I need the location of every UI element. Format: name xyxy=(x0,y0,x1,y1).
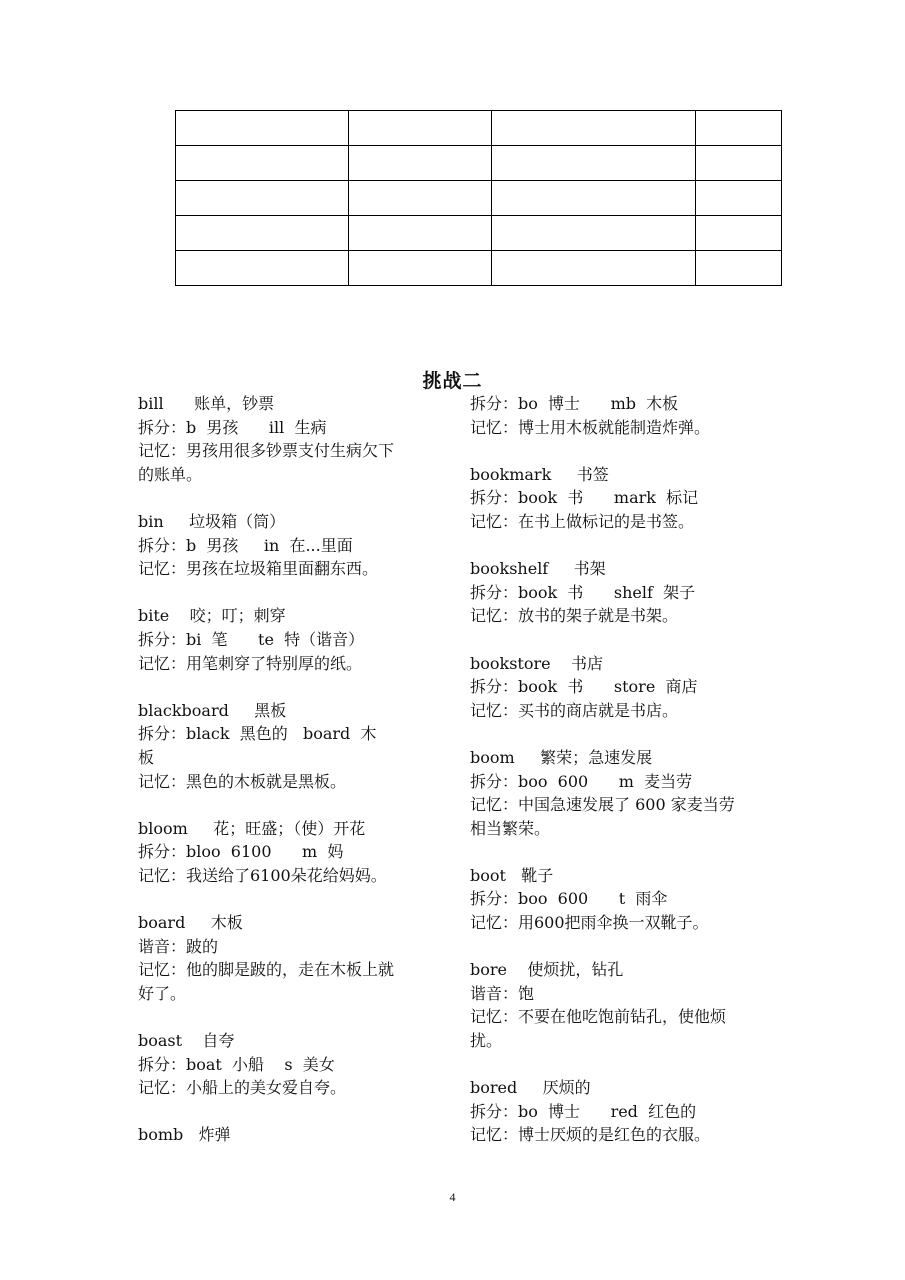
vocab-line: 记忆：中国急速发展了 600 家麦当劳 xyxy=(470,795,735,815)
entry-gap xyxy=(470,439,772,463)
table-cell xyxy=(349,111,492,146)
right-column xyxy=(470,392,772,1147)
table-cell xyxy=(176,251,349,286)
left-column xyxy=(138,392,440,1147)
table-row xyxy=(176,216,782,251)
vocab-line: 记忆：我送给了6100朵花给妈妈。 xyxy=(138,865,387,885)
entry-gap xyxy=(470,935,772,959)
entry-gap xyxy=(138,793,440,817)
section-title: 挑战二 xyxy=(422,370,483,392)
entry-gap xyxy=(470,840,772,864)
table-cell xyxy=(176,181,349,216)
vocab-line: 记忆：小船上的美女爱自夸。 xyxy=(138,1078,347,1098)
vocab-line: 拆分：book 书 shelf 架子 xyxy=(470,582,696,602)
vocab-line: 拆分：book 书 mark 标记 xyxy=(470,488,699,508)
entry-gap xyxy=(470,1053,772,1077)
table-cell xyxy=(176,111,349,146)
table-cell xyxy=(696,216,782,251)
vocab-line: blackboard 黑板 xyxy=(138,700,287,720)
vocab-line: bill 账单，钞票 xyxy=(138,394,275,413)
vocab-line: bookstore 书店 xyxy=(470,653,603,673)
vocab-line: 拆分：black 黑色的 board 木 xyxy=(138,724,377,744)
table-row xyxy=(176,181,782,216)
vocab-line: boom 繁荣；急速发展 xyxy=(470,747,653,767)
vocab-line: 记忆：男孩用很多钞票支付生病欠下 xyxy=(138,441,395,461)
vocab-line: 拆分：b 男孩 ill 生病 xyxy=(138,417,327,437)
vocab-line: 记忆：买书的商店就是书店。 xyxy=(470,700,679,720)
vocab-line: bomb 炸弹 xyxy=(138,1125,231,1145)
table-cell xyxy=(176,216,349,251)
vocab-line: bloom 花；旺盛；（使）开花 xyxy=(138,818,366,838)
vocab-line: 相当繁荣。 xyxy=(470,818,551,838)
table-cell xyxy=(696,181,782,216)
page-number: 4 xyxy=(449,1190,456,1204)
vocab-line: 记忆：男孩在垃圾箱里面翻东西。 xyxy=(138,559,379,579)
vocab-line: board 木板 xyxy=(138,913,243,933)
entry-gap xyxy=(138,581,440,605)
vocab-line: 谐音：跛的 xyxy=(138,936,219,956)
entry-gap xyxy=(470,722,772,746)
vocab-line: 谐音：饱 xyxy=(470,983,535,1003)
vocab-line: 记忆：用笔刺穿了特别厚的纸。 xyxy=(138,653,363,673)
vocab-line: 拆分：boat 小船 s 美女 xyxy=(138,1054,335,1074)
vocab-line: 记忆：博士用木板就能制造炸弹。 xyxy=(470,417,711,437)
entry-gap xyxy=(470,534,772,558)
table-cell xyxy=(696,251,782,286)
vocab-line: 拆分：bo 博士 red 红色的 xyxy=(470,1101,697,1121)
table-row xyxy=(176,146,782,181)
vocab-line: 好了。 xyxy=(138,983,187,1003)
vocab-line: 板 xyxy=(138,747,155,767)
table-cell xyxy=(349,181,492,216)
empty-answer-table xyxy=(175,110,782,286)
vocab-line: bookmark 书签 xyxy=(470,464,609,484)
entry-gap xyxy=(138,887,440,911)
vocab-line: bookshelf 书架 xyxy=(470,559,606,579)
table-cell xyxy=(176,146,349,181)
vocab-line: 记忆：放书的架子就是书架。 xyxy=(470,606,679,626)
vocab-line: bore 使烦扰，钻孔 xyxy=(470,960,624,980)
vocab-line: bin 垃圾箱（筒） xyxy=(138,511,286,531)
table-cell xyxy=(492,111,696,146)
vocab-line: 记忆：博士厌烦的是红色的衣服。 xyxy=(470,1125,711,1145)
vocab-line: 拆分：boo 600 t 雨伞 xyxy=(470,889,668,909)
entry-gap xyxy=(138,1005,440,1029)
entry-gap xyxy=(138,1100,440,1124)
vocab-line: 拆分：b 男孩 in 在...里面 xyxy=(138,535,353,555)
vocab-line: 记忆：在书上做标记的是书签。 xyxy=(470,511,695,531)
vocab-line: 记忆：不要在他吃饱前钻孔，使他烦 xyxy=(470,1007,727,1027)
table-cell xyxy=(349,251,492,286)
vocab-line: 拆分：bi 笔 te 特（谐音） xyxy=(138,629,365,649)
vocab-line: bite 咬；叮；刺穿 xyxy=(138,606,286,626)
table-cell xyxy=(696,146,782,181)
table-cell xyxy=(696,111,782,146)
table-cell xyxy=(349,146,492,181)
table-cell xyxy=(492,216,696,251)
vocab-line: boot 靴子 xyxy=(470,865,554,885)
table-cell xyxy=(492,181,696,216)
table-row xyxy=(176,251,782,286)
vocab-line: 记忆：他的脚是跛的，走在木板上就 xyxy=(138,960,395,980)
vocab-line: 的账单。 xyxy=(138,464,203,484)
entry-gap xyxy=(470,628,772,652)
vocab-line: 记忆：黑色的木板就是黑板。 xyxy=(138,771,347,791)
vocab-line: 记忆：用600把雨伞换一双靴子。 xyxy=(470,913,709,933)
table-cell xyxy=(349,216,492,251)
entry-gap xyxy=(138,486,440,510)
vocab-line: 扰。 xyxy=(470,1031,503,1051)
table-row xyxy=(176,111,782,146)
table-cell xyxy=(492,251,696,286)
vocab-line: 拆分：bloo 6100 m 妈 xyxy=(138,842,344,862)
entry-gap xyxy=(138,675,440,699)
vocab-line: 拆分：boo 600 m 麦当劳 xyxy=(470,771,693,791)
vocab-line: 拆分：book 书 store 商店 xyxy=(470,677,698,697)
vocab-line: bored 厌烦的 xyxy=(470,1078,591,1098)
vocab-line: 拆分：bo 博士 mb 木板 xyxy=(470,394,679,413)
vocab-line: boast 自夸 xyxy=(138,1031,235,1051)
table-cell xyxy=(492,146,696,181)
